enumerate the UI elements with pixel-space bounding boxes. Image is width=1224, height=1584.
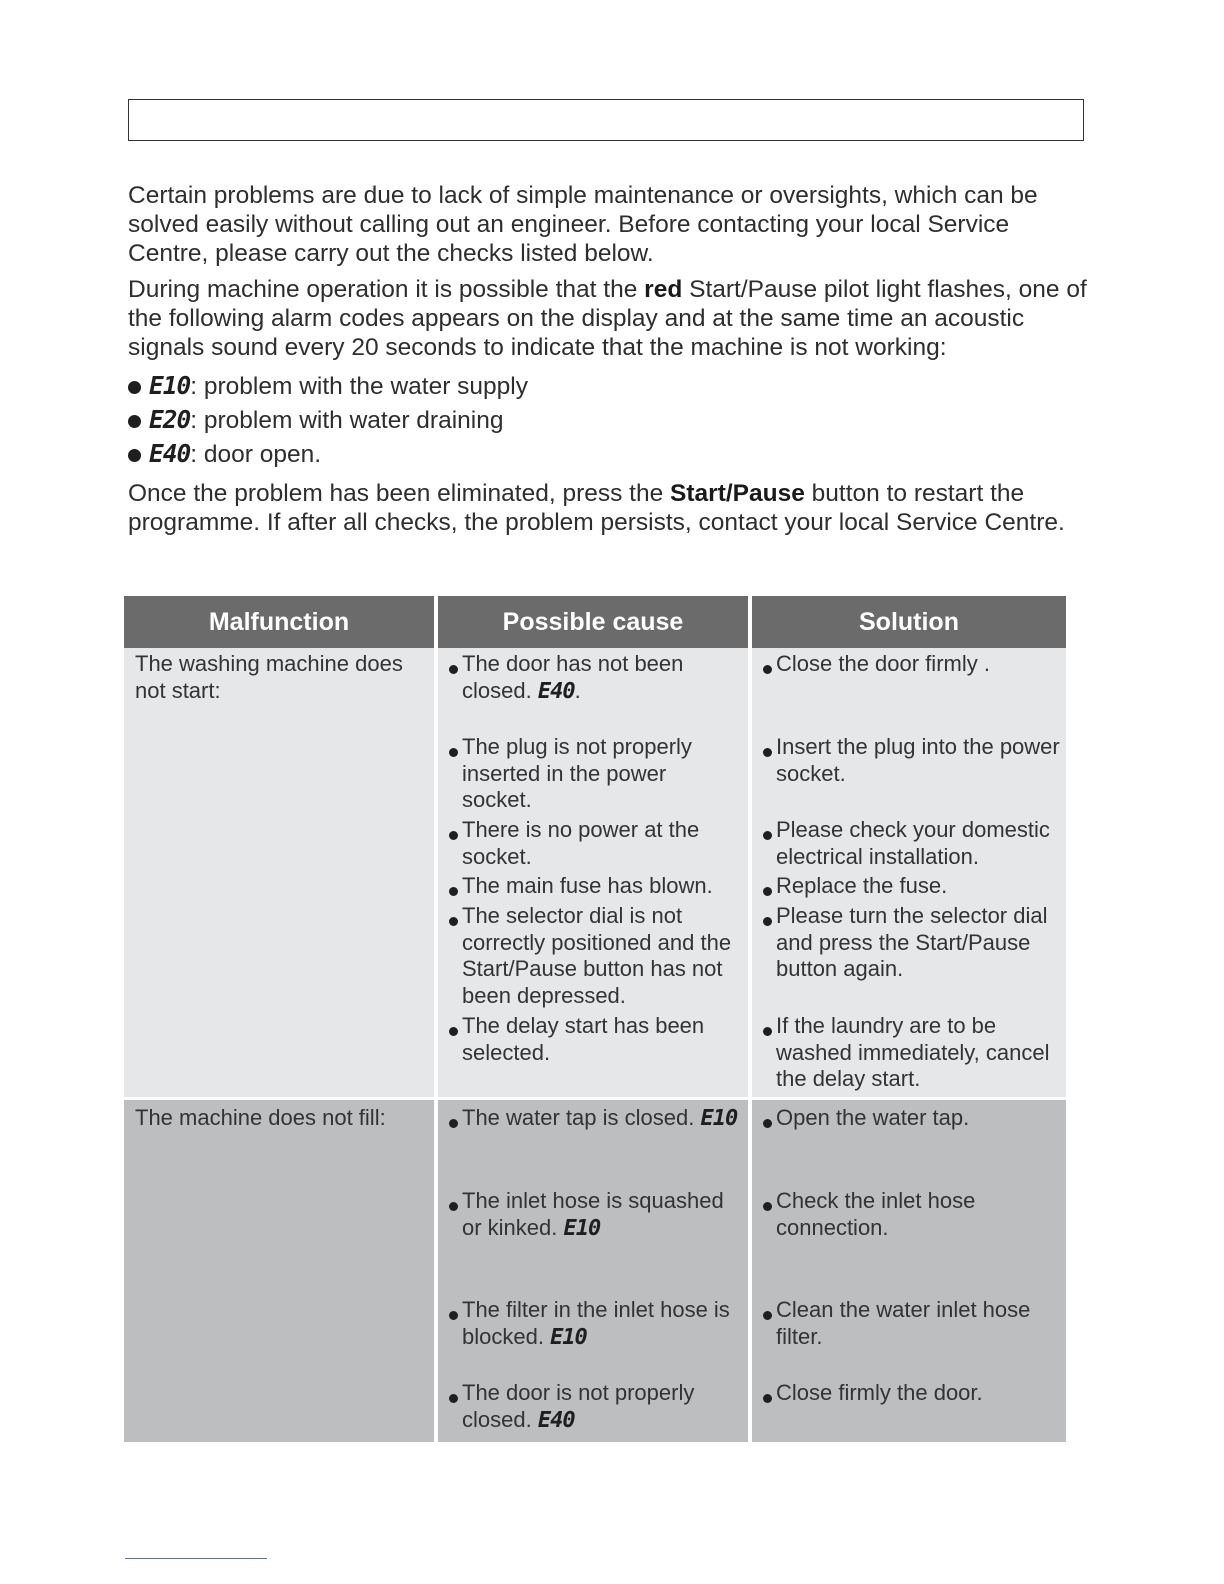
bullet-icon	[449, 1202, 458, 1211]
solution-item: Open the water tap.	[762, 1105, 1060, 1188]
table-row	[124, 1100, 1066, 1442]
solution-item: Clean the water inlet hose filter.	[762, 1297, 1060, 1380]
header-solution: Solution	[752, 596, 1066, 648]
bullet-icon	[449, 1311, 458, 1320]
intro-paragraph-2: During machine operation it is possible that the red Start/Pause pilot light flashes, one of the following alarm codes appears on the display and at the same time an acoustic signals sound every 20 seconds to indicate that the machine is not working:	[128, 276, 1087, 361]
solution-item: Close firmly the door.	[762, 1380, 1060, 1438]
alarm-code-item: E20: problem with water draining	[128, 403, 1088, 437]
bullet-icon	[449, 887, 458, 896]
solution-item: Close the door firmly .	[762, 651, 1060, 734]
alarm-code-item: E40: door open.	[128, 437, 1088, 471]
bullet-icon	[763, 1311, 772, 1320]
cause-item: The delay start has been selected.	[448, 1013, 742, 1093]
header-malfunction: Malfunction	[124, 596, 434, 648]
bullet-icon	[763, 1394, 772, 1403]
alarm-code: E10	[700, 1106, 738, 1131]
cause-item: The selector dial is not correctly positioned and the Start/Pause button has not been depressed.	[448, 903, 742, 1013]
cause-item: The door is not properly closed. E40	[448, 1380, 742, 1438]
bullet-icon	[763, 748, 772, 757]
cause-item: The door has not been closed. E40.	[448, 651, 742, 734]
solution-item: If the laundry are to be washed immediately, cancel the delay start.	[762, 1013, 1060, 1093]
bullet-icon	[763, 887, 772, 896]
alarm-code: E10	[550, 1324, 587, 1350]
bullet-icon	[449, 1394, 458, 1403]
bullet-icon	[128, 381, 141, 394]
cause-cell	[438, 1100, 748, 1442]
troubleshooting-table	[120, 596, 1070, 1442]
cause-item: There is no power at the socket.	[448, 817, 742, 873]
alarm-code-list	[128, 369, 1088, 471]
cause-item: The inlet hose is squashed or kinked. E10	[448, 1188, 742, 1297]
cause-item: The plug is not properly inserted in the power socket.	[448, 734, 742, 817]
bullet-icon	[449, 831, 458, 840]
solution-item: Please turn the selector dial and press the Start/Pause button again.	[762, 903, 1060, 1013]
bullet-icon	[449, 1027, 458, 1036]
bullet-icon	[449, 1119, 458, 1128]
bullet-icon	[763, 1202, 772, 1211]
bullet-icon	[763, 1027, 772, 1036]
bullet-icon	[449, 748, 458, 757]
red-emphasis: red	[644, 276, 683, 303]
solution-item: Please check your domestic electrical installation.	[762, 817, 1060, 873]
bullet-icon	[763, 1119, 772, 1128]
bullet-icon	[763, 917, 772, 926]
alarm-code: E20	[149, 405, 191, 434]
bullet-icon	[449, 665, 458, 674]
intro-text	[128, 181, 1088, 544]
solution-cell	[752, 648, 1066, 1100]
alarm-code: E10	[149, 371, 191, 400]
cause-item: The main fuse has blown.	[448, 873, 742, 903]
solution-item: Check the inlet hose connection.	[762, 1188, 1060, 1297]
table-header-row	[124, 596, 1066, 648]
bullet-icon	[128, 415, 141, 428]
alarm-code: E40	[149, 439, 191, 468]
alarm-code: E40	[537, 1407, 575, 1433]
bullet-icon	[449, 917, 458, 926]
start-pause-emphasis: Start/Pause	[670, 480, 805, 507]
malfunction-cell: The machine does not fill:	[124, 1100, 434, 1442]
bullet-icon	[128, 449, 141, 462]
table-row	[124, 648, 1066, 1100]
intro-paragraph-1: Certain problems are due to lack of simple maintenance or oversights, which can be solved easily without calling out an engineer. Before contacting your local Service Centre, please carry out the checks listed below.	[128, 182, 1038, 267]
solution-cell	[752, 1100, 1066, 1442]
solution-item: Insert the plug into the power socket.	[762, 734, 1060, 817]
footer-rule	[125, 1558, 267, 1559]
section-title-box	[128, 99, 1084, 141]
cause-item: The filter in the inlet hose is blocked. E10	[448, 1297, 742, 1380]
alarm-code: E10	[563, 1215, 601, 1241]
cause-item: The water tap is closed. E10	[448, 1105, 742, 1188]
malfunction-cell: The washing machine does not start:	[124, 648, 434, 1100]
bullet-icon	[763, 665, 772, 674]
bullet-icon	[763, 831, 772, 840]
alarm-code: E40	[537, 678, 575, 704]
solution-item: Replace the fuse.	[762, 873, 1060, 903]
header-possible-cause: Possible cause	[438, 596, 748, 648]
alarm-code-item: E10: problem with the water supply	[128, 369, 1088, 403]
cause-cell	[438, 648, 748, 1100]
intro-paragraph-3: Once the problem has been eliminated, press the Start/Pause button to restart the programme. If after all checks, the problem persists, contact your local Service Centre.	[128, 480, 1065, 536]
